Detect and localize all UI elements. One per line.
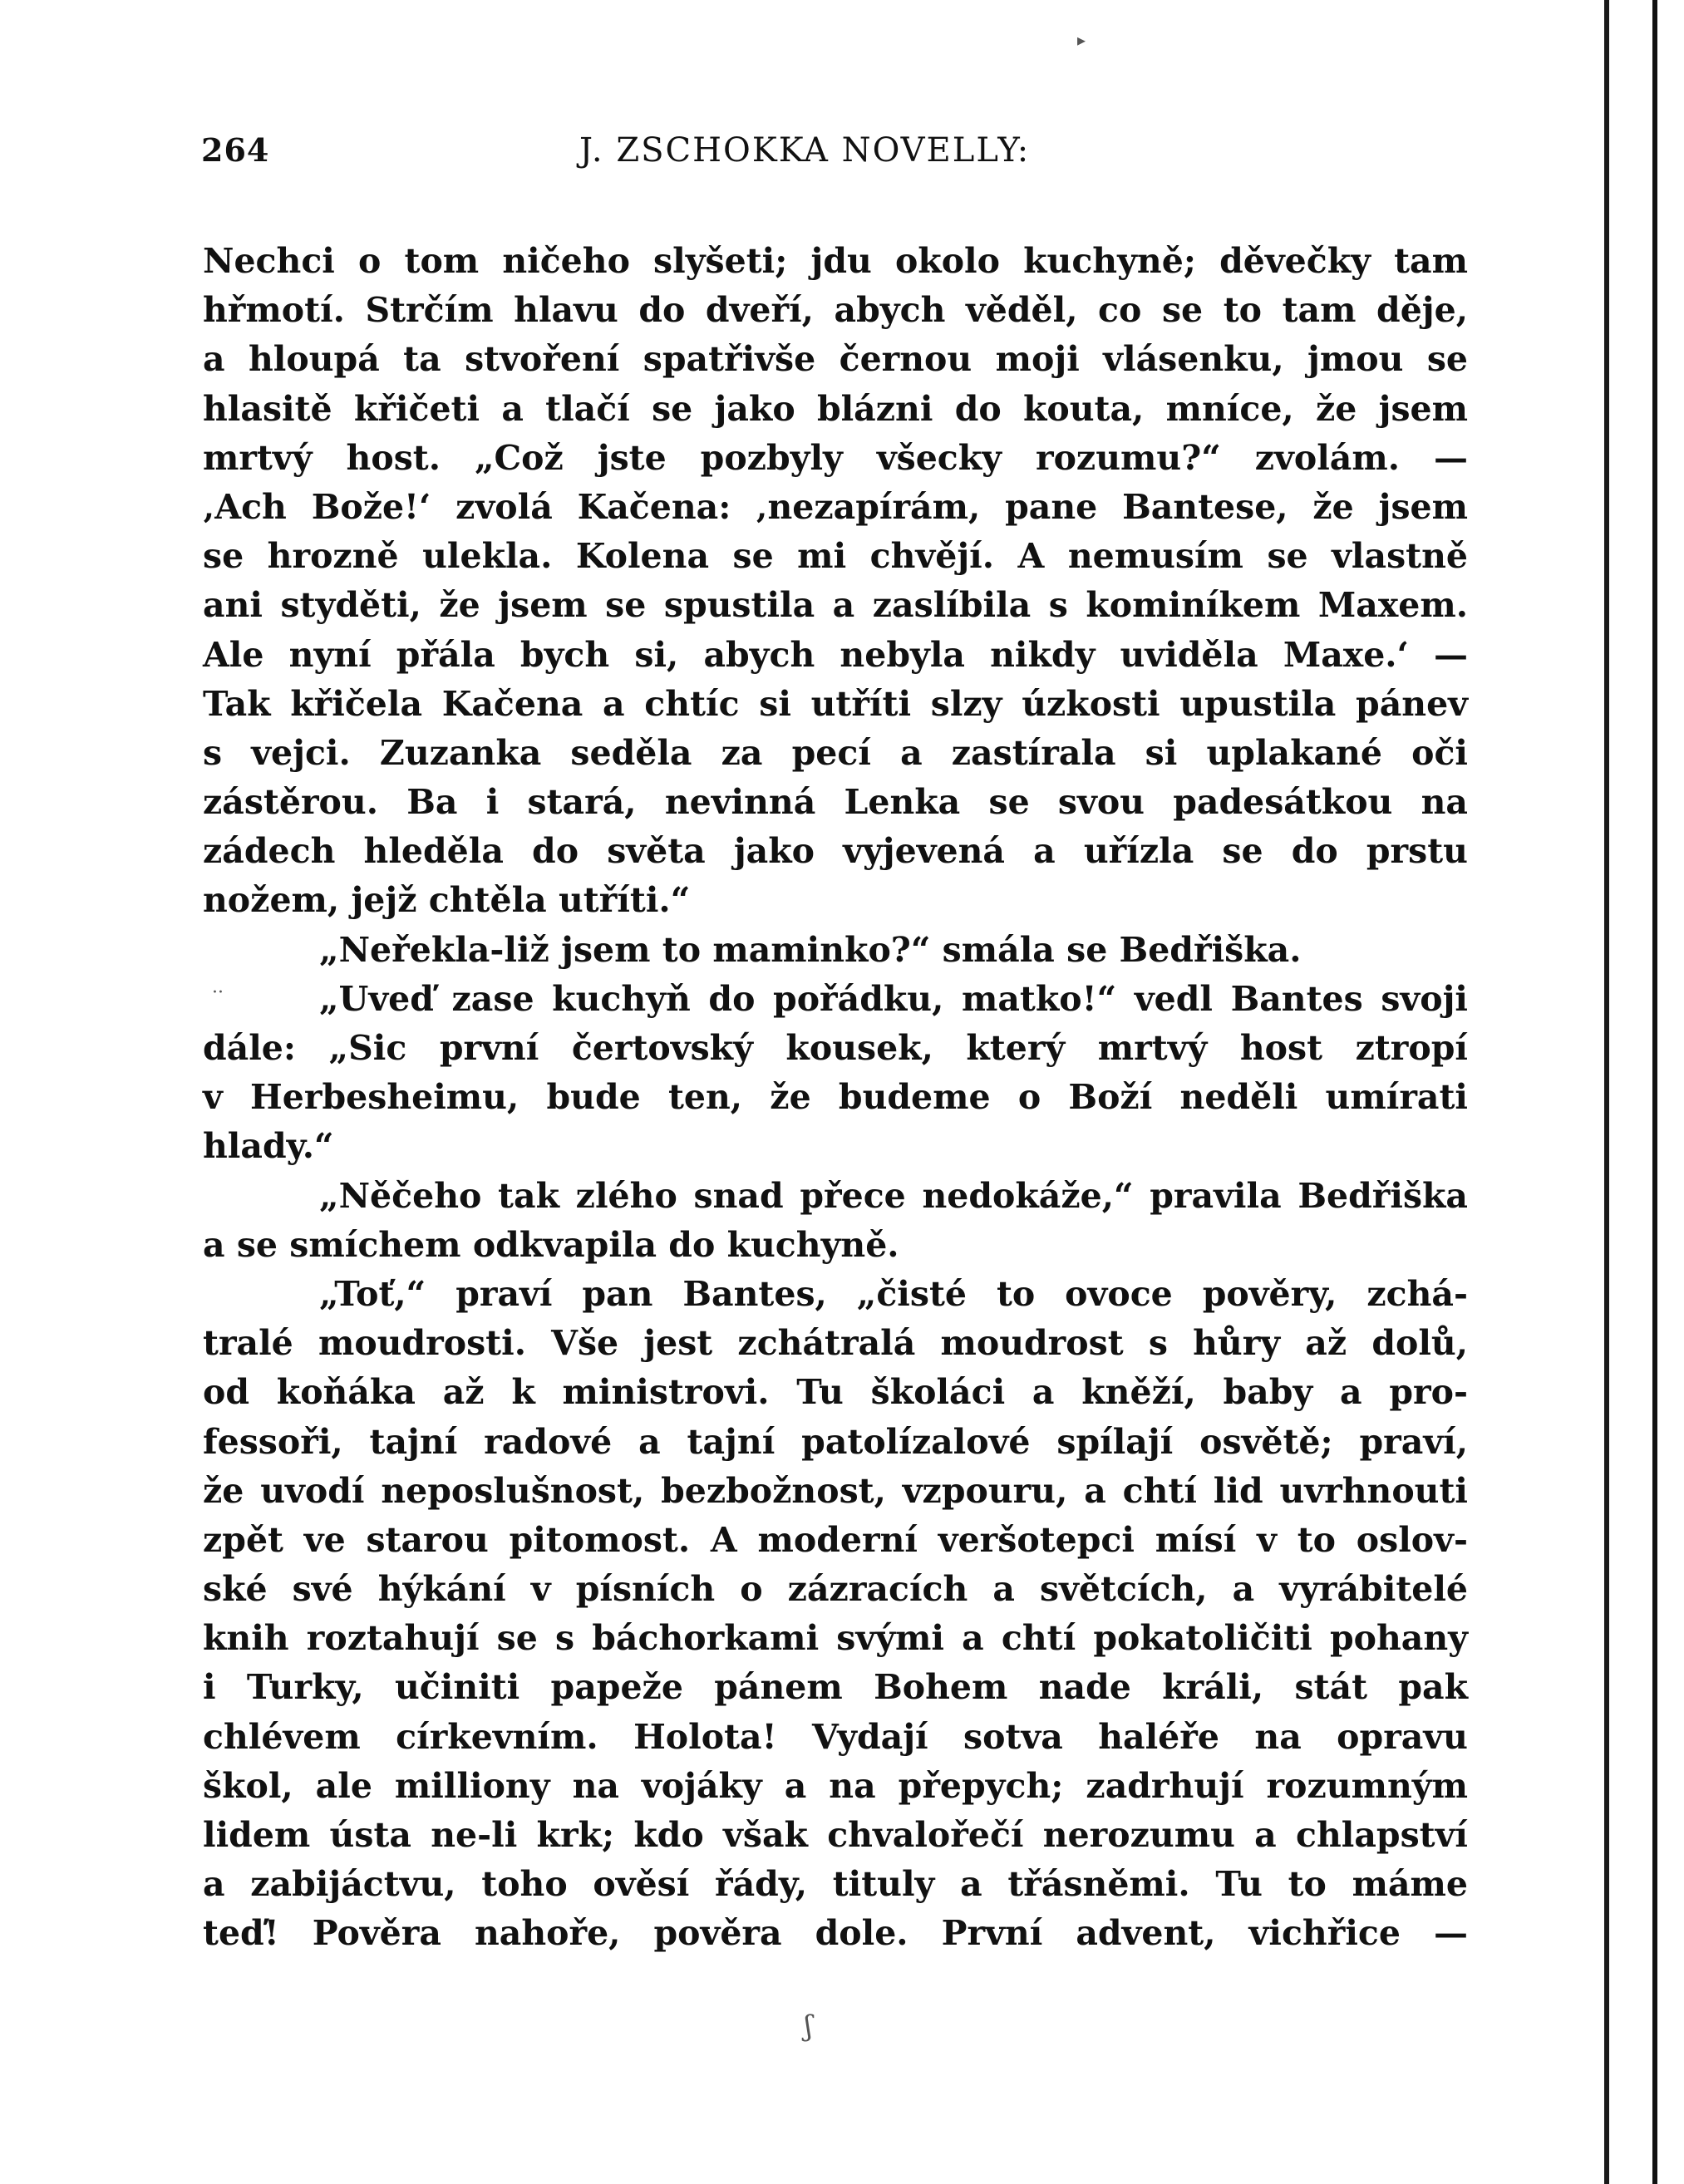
text-line: zpět ve starou pitomost. A moderní veršotepci mísí v to oslov- bbox=[203, 1519, 1468, 1560]
text-line: knih roztahují se s báchorkami svými a chtí pokatoličiti pohany bbox=[203, 1618, 1468, 1659]
text-line: v Herbesheimu, bude ten, že budeme o Boží neděli umírati bbox=[203, 1077, 1468, 1118]
text-line: fessoři, tajní radové a tajní patolízalové spílají osvětě; praví, bbox=[203, 1421, 1468, 1462]
scan-margin bbox=[1609, 0, 1684, 2184]
text-line: a zabijáctvu, toho ověsí řády, tituly a třásněmi. Tu to máme bbox=[203, 1864, 1468, 1905]
text-line: ‚Ach Bože!‘ zvolá Kačena: ‚nezapírám, pane Bantese, že jsem bbox=[203, 486, 1468, 527]
text-line: od koňáka až k ministrovi. Tu školáci a kněží, baby a pro- bbox=[203, 1372, 1468, 1413]
text-line: teď! Pověra nahoře, pověra dole. První advent, vichřice — bbox=[203, 1913, 1468, 1954]
text-line: chlévem církevním. Holota! Vydají sotva haléře na opravu bbox=[203, 1716, 1468, 1757]
text-line: lidem ústa ne-li krk; kdo však chvalořečí nerozumu a chlapství bbox=[203, 1815, 1468, 1855]
page-number: 264 bbox=[201, 131, 270, 169]
text-line: se hrozně ulekla. Kolena se mi chvějí. A nemusím se vlastně bbox=[203, 536, 1468, 577]
running-title: J. ZSCHOKKA NOVELLY: bbox=[579, 131, 1031, 170]
text-line: Tak křičela Kačena a chtíc si utříti slzy úzkosti upustila pánev bbox=[203, 683, 1468, 724]
scan-border bbox=[1652, 0, 1657, 2184]
text-line: Ale nyní přála bych si, abych nebyla nikdy uviděla Maxe.‘ — bbox=[203, 634, 1468, 675]
text-line: že uvodí neposlušnost, bezbožnost, vzpouru, a chtí lid uvrhnouti bbox=[203, 1470, 1468, 1511]
running-header bbox=[201, 131, 1498, 181]
text-line: „Uveď zase kuchyň do pořádku, matko!“ vedl Bantes svoji bbox=[319, 978, 1468, 1019]
text-line: hlady.“ bbox=[203, 1126, 334, 1167]
text-line: mrtvý host. „Což jste pozbyly všecky rozumu?“ zvolám. — bbox=[203, 437, 1468, 478]
text-line: „Něčeho tak zlého snad přece nedokáže,“ pravila Bedřiška bbox=[319, 1175, 1468, 1216]
scan-speck: ʃ bbox=[805, 2009, 813, 2043]
text-line: s vejci. Zuzanka seděla za pecí a zastírala si uplakané oči bbox=[203, 732, 1468, 773]
text-line: „Toť,“ praví pan Bantes, „čisté to ovoce pověry, zchá- bbox=[319, 1273, 1468, 1314]
text-line: ské své hýkání v písních o zázracích a světcích, a vyrábitelé bbox=[203, 1569, 1468, 1610]
text-line: dále: „Sic první čertovský kousek, který mrtvý host ztropí bbox=[203, 1028, 1468, 1068]
text-line: zádech hleděla do světa jako vyjevená a uřízla se do prstu bbox=[203, 831, 1468, 872]
body-text bbox=[203, 237, 1468, 1959]
scan-speck: ▸ bbox=[1077, 30, 1086, 50]
scan-speck: ·· bbox=[212, 982, 224, 1003]
text-line: „Neřekla-liž jsem to maminko?“ smála se Bedřiška. bbox=[319, 929, 1302, 970]
text-line: a hloupá ta stvoření spatřivše černou moji vlásenku, jmou se bbox=[203, 339, 1468, 380]
text-line: škol, ale milliony na vojáky a na přepych; zadrhují rozumným bbox=[203, 1765, 1468, 1806]
text-line: zástěrou. Ba i stará, nevinná Lenka se svou padesátkou na bbox=[203, 782, 1468, 823]
text-line: tralé moudrosti. Vše jest zchátralá moudrost s hůry až dolů, bbox=[203, 1323, 1468, 1364]
text-line: nožem, jejž chtěla utříti.“ bbox=[203, 880, 691, 921]
text-line: ani styděti, že jsem se spustila a zaslíbila s kominíkem Maxem. bbox=[203, 585, 1468, 626]
text-line: a se smíchem odkvapila do kuchyně. bbox=[203, 1224, 899, 1265]
text-line: i Turky, učiniti papeže pánem Bohem nade králi, stát pak bbox=[203, 1667, 1468, 1708]
text-line: Nechci o tom ničeho slyšeti; jdu okolo kuchyně; děvečky tam bbox=[203, 241, 1468, 281]
text-line: hlasitě křičeti a tlačí se jako blázni do kouta, mníce, že jsem bbox=[203, 388, 1468, 429]
text-line: hřmotí. Strčím hlavu do dveří, abych věděl, co se to tam děje, bbox=[203, 290, 1468, 331]
